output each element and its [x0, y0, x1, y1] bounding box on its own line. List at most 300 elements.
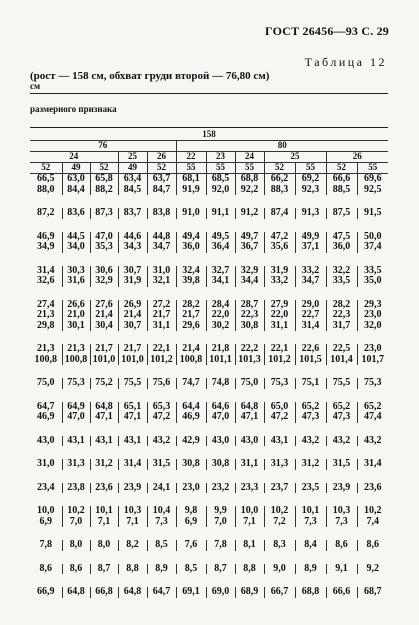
table-row	[30, 310, 388, 321]
table-row	[30, 412, 388, 423]
subgroup-head: 76	[30, 141, 176, 152]
table-cell: 29,3	[357, 300, 388, 311]
table-row	[30, 321, 388, 332]
subhead-cell: 24	[235, 152, 264, 163]
table-cell: 7,3	[326, 517, 357, 528]
spacer-cell	[30, 446, 388, 459]
table-cell: 68,8	[295, 587, 326, 598]
table-cell: 100,8	[176, 355, 206, 366]
table-cell: 8,0	[62, 540, 90, 551]
table-cell: 92,0	[206, 185, 235, 196]
table-cell: 8,4	[295, 540, 326, 551]
table-cell: 64,8	[90, 402, 118, 413]
table-cell: 64,8	[235, 402, 264, 413]
table-cell: 23,4	[37, 482, 55, 493]
table-cell: 88,0	[37, 184, 55, 195]
table-cell: 23,6	[90, 483, 118, 494]
table-cell: 65,2	[295, 402, 326, 413]
table-cell: 69,2	[295, 174, 326, 185]
table-cell: 47,3	[295, 412, 326, 423]
column-head: 49	[62, 163, 90, 174]
subgroup-head: 80	[176, 141, 388, 152]
table-cell: 30,7	[118, 266, 147, 277]
table-cell: 30,3	[62, 266, 90, 277]
table-cell: 84,5	[118, 185, 147, 196]
top-rule	[30, 93, 388, 94]
table-cell: 30,8	[235, 321, 264, 332]
table-cell: 31,0	[37, 459, 55, 469]
table-cell: 91,5	[357, 208, 388, 219]
table-cell: 21,0	[62, 310, 90, 321]
table-cell: 47,1	[90, 412, 118, 423]
table-cell: 101,0	[90, 355, 118, 366]
table-cell: 7,3	[147, 517, 176, 528]
table-row	[30, 242, 388, 253]
table-cell: 8,8	[118, 564, 147, 575]
table-cell: 63,7	[147, 174, 176, 185]
table-row	[30, 300, 388, 311]
table-cell: 65,2	[357, 402, 388, 413]
table-cell: 64,7	[147, 587, 176, 598]
table-cell: 87,5	[326, 208, 357, 219]
table-cell: 101,5	[295, 355, 326, 366]
table-cell: 65,8	[90, 174, 118, 185]
table-cell: 84,4	[62, 185, 90, 196]
table-row	[30, 564, 388, 575]
table-cell: 22,5	[326, 344, 357, 355]
table-cell: 30,2	[206, 321, 235, 332]
table-cell: 65,1	[118, 402, 147, 413]
table-cell: 29,0	[295, 300, 326, 311]
table-cell: 88,2	[90, 185, 118, 196]
table-cell: 30,8	[176, 459, 206, 470]
table-cell: 68,1	[176, 174, 206, 185]
table-cell: 68,5	[206, 174, 235, 185]
table-cell: 21,4	[90, 310, 118, 321]
table-cell: 31,3	[264, 459, 295, 470]
table-cell: 9,1	[326, 564, 357, 575]
table-cell: 87,4	[264, 208, 295, 219]
table-cell: 100,8	[62, 355, 90, 366]
spacer-row	[30, 446, 388, 459]
table-cell: 29,6	[176, 321, 206, 332]
table-cell: 21,7	[176, 310, 206, 321]
table-cell: 31,1	[147, 321, 176, 332]
table-cell: 32,0	[357, 321, 388, 332]
table-cell: 63,0	[62, 174, 90, 185]
table-cell: 101,2	[264, 355, 295, 366]
unit-label: см	[30, 81, 41, 91]
table-cell: 36,0	[326, 242, 357, 253]
table-cell: 7,0	[206, 517, 235, 528]
table-cell: 7,1	[90, 517, 118, 528]
table-cell: 69,6	[357, 174, 388, 185]
table-cell: 23,8	[62, 483, 90, 494]
table-cell: 8,9	[147, 564, 176, 575]
table-cell: 83,7	[118, 208, 147, 219]
table-cell: 8,6	[357, 540, 388, 551]
table-cell: 30,4	[90, 321, 118, 332]
table-cell: 75,5	[326, 378, 357, 389]
table-cell: 68,9	[235, 587, 264, 598]
table-cell: 64,7	[37, 401, 55, 412]
subhead-cell: 24	[30, 152, 118, 163]
table-cell: 43,1	[62, 436, 90, 447]
spacer-cell	[30, 365, 388, 378]
table-cell: 10,1	[295, 506, 326, 517]
table-row	[30, 266, 388, 277]
column-head: 55	[357, 163, 388, 174]
table-cell: 75,6	[147, 378, 176, 389]
table-cell: 88,5	[326, 185, 357, 196]
table-cell: 8,5	[147, 540, 176, 551]
table-cell: 101,1	[206, 355, 235, 366]
table-cell: 10,2	[264, 506, 295, 517]
table-cell: 39,8	[176, 276, 206, 287]
spacer-cell	[30, 287, 388, 300]
table-body	[30, 174, 388, 598]
table-cell: 91,9	[176, 185, 206, 196]
table-cell: 66,9	[37, 587, 55, 597]
table-cell: 43,2	[357, 436, 388, 447]
table-cell: 7,8	[39, 540, 52, 550]
table-cell: 23,6	[357, 483, 388, 494]
table-cell: 34,3	[118, 242, 147, 253]
table-cell: 32,9	[90, 276, 118, 287]
table-row	[30, 185, 388, 196]
table-cell: 10,3	[118, 506, 147, 517]
group-header-row	[30, 130, 388, 141]
table-row	[30, 587, 388, 598]
spacer-row	[30, 219, 388, 232]
table-cell: 22,6	[295, 344, 326, 355]
table-cell: 22,3	[235, 310, 264, 321]
table-cell: 8,6	[39, 563, 52, 574]
spacer-cell	[30, 423, 388, 436]
table-cell: 22,1	[264, 344, 295, 355]
table-cell: 66,6	[326, 587, 357, 598]
table-cell: 47,0	[62, 412, 90, 423]
column-head: 52	[30, 163, 62, 174]
spacer-cell	[30, 574, 388, 587]
spacer-cell	[30, 551, 388, 564]
table-cell: 6,9	[176, 517, 206, 528]
table-cell: 87,2	[37, 208, 55, 218]
table-cell: 9,8	[176, 506, 206, 517]
spacer-row	[30, 551, 388, 564]
spacer-cell	[30, 389, 388, 402]
table-cell: 10,0	[37, 506, 55, 516]
table-cell: 28,4	[206, 300, 235, 311]
table-cell: 50,0	[357, 232, 388, 243]
table-cell: 31,1	[264, 321, 295, 332]
table-cell: 32,7	[206, 266, 235, 277]
table-cell: 31,2	[295, 459, 326, 470]
table-cell: 101,3	[235, 355, 264, 366]
column-head: 49	[118, 163, 147, 174]
table-cell: 75,0	[235, 378, 264, 389]
table-row	[30, 232, 388, 243]
table-cell: 34,4	[235, 276, 264, 287]
table-row	[30, 208, 388, 219]
header-rule	[30, 127, 388, 128]
table-cell: 47,1	[235, 412, 264, 423]
column-head: 52	[147, 163, 176, 174]
subhead-cell: 25	[118, 152, 147, 163]
table-cell: 65,2	[326, 402, 357, 413]
data-table	[30, 130, 388, 598]
table-cell: 37,4	[357, 242, 388, 253]
table-cell: 31,4	[37, 265, 55, 276]
table-cell: 68,8	[235, 174, 264, 185]
table-cell: 30,7	[118, 321, 147, 332]
subhead-cell: 22	[176, 152, 206, 163]
table-cell: 83,6	[62, 208, 90, 219]
table-cell: 65,3	[147, 402, 176, 413]
group-head: 158	[30, 130, 388, 141]
table-cell: 23,7	[264, 483, 295, 494]
table-cell: 43,1	[90, 436, 118, 447]
table-cell: 22,7	[295, 310, 326, 321]
table-cell: 10,1	[90, 506, 118, 517]
table-cell: 8,6	[62, 564, 90, 575]
table-cell: 9,9	[206, 506, 235, 517]
table-cell: 75,1	[295, 378, 326, 389]
table-cell: 74,7	[176, 378, 206, 389]
table-row	[30, 506, 388, 517]
table-cell: 10,2	[62, 506, 90, 517]
table-cell: 47,0	[206, 412, 235, 423]
spacer-cell	[30, 527, 388, 540]
table-cell: 47,3	[326, 412, 357, 423]
table-cell: 87,3	[90, 208, 118, 219]
table-cell: 35,6	[264, 242, 295, 253]
table-cell: 23,9	[118, 483, 147, 494]
subhead-cell: 26	[147, 152, 176, 163]
table-cell: 21,3	[62, 344, 90, 355]
table-cell: 7,4	[357, 517, 388, 528]
table-cell: 49,7	[235, 232, 264, 243]
table-cell: 43,0	[235, 436, 264, 447]
table-cell: 31,4	[295, 321, 326, 332]
spacer-row	[30, 527, 388, 540]
table-cell: 29,8	[37, 320, 55, 331]
table-cell: 66,7	[264, 587, 295, 598]
table-cell: 32,1	[147, 276, 176, 287]
table-cell: 21,7	[147, 310, 176, 321]
table-cell: 7,1	[235, 517, 264, 528]
table-cell: 65,0	[264, 402, 295, 413]
table-cell: 101,0	[118, 355, 147, 366]
table-cell: 23,9	[326, 483, 357, 494]
table-cell: 31,4	[357, 459, 388, 470]
table-cell: 92,2	[235, 185, 264, 196]
table-cell: 24,1	[147, 483, 176, 494]
column-head: 52	[90, 163, 118, 174]
table-row	[30, 459, 388, 470]
table-cell: 31,4	[118, 459, 147, 470]
subgroup-header-row	[30, 141, 388, 152]
table-cell: 8,0	[90, 540, 118, 551]
table-cell: 31,5	[147, 459, 176, 470]
table-cell: 22,2	[235, 344, 264, 355]
table-cell: 43,2	[147, 436, 176, 447]
table-cell: 23,5	[295, 483, 326, 494]
table-cell: 35,0	[357, 276, 388, 287]
table-cell: 66,6	[326, 174, 357, 185]
table-cell: 7,1	[118, 517, 147, 528]
table-cell: 9,2	[357, 564, 388, 575]
table-cell: 92,5	[357, 185, 388, 196]
table-cell: 10,0	[235, 506, 264, 517]
column-head: 52	[326, 163, 357, 174]
table-cell: 75,0	[37, 378, 55, 388]
spacer-row	[30, 253, 388, 266]
table-cell: 21,7	[90, 344, 118, 355]
table-cell: 22,3	[326, 310, 357, 321]
table-cell: 47,2	[147, 412, 176, 423]
table-row	[30, 540, 388, 551]
table-cell: 32,6	[37, 276, 55, 286]
table-cell: 21,4	[118, 310, 147, 321]
table-cell: 36,7	[235, 242, 264, 253]
table-cell: 34,9	[37, 242, 55, 252]
table-cell: 36,4	[206, 242, 235, 253]
table-cell: 7,8	[206, 540, 235, 551]
table-row	[30, 517, 388, 528]
table-cell: 84,7	[147, 185, 176, 196]
table-cell: 8,7	[90, 564, 118, 575]
table-cell: 34,0	[62, 242, 90, 253]
table-cell: 101,2	[147, 355, 176, 366]
spacer-row	[30, 423, 388, 436]
table-cell: 23,3	[235, 483, 264, 494]
table-cell: 47,0	[90, 232, 118, 243]
table-cell: 66,8	[90, 587, 118, 598]
table-cell: 27,2	[147, 300, 176, 311]
table-cell: 44,6	[118, 232, 147, 243]
table-cell: 31,9	[264, 266, 295, 277]
table-cell: 75,5	[118, 378, 147, 389]
column-head: 55	[206, 163, 235, 174]
table-cell: 21,7	[118, 344, 147, 355]
table-cell: 101,4	[326, 355, 357, 366]
table-cell: 8,5	[176, 564, 206, 575]
table-cell: 28,2	[176, 300, 206, 311]
table-cell: 88,3	[264, 185, 295, 196]
table-cell: 47,2	[264, 412, 295, 423]
table-caption: (рост — 158 см, обхват груди второй — 76,80 см)	[30, 70, 270, 82]
table-cell: 44,5	[62, 232, 90, 243]
table-row	[30, 402, 388, 413]
table-cell: 32,4	[176, 266, 206, 277]
table-row	[30, 276, 388, 287]
table-cell: 8,9	[295, 564, 326, 575]
table-cell: 46,9	[37, 231, 55, 242]
subhead-cell: 25	[264, 152, 326, 163]
spacer-row	[30, 389, 388, 402]
table-cell: 74,8	[206, 378, 235, 389]
table-cell: 47,4	[357, 412, 388, 423]
table-cell: 37,1	[295, 242, 326, 253]
table-cell: 92,3	[295, 185, 326, 196]
table-cell: 43,2	[295, 436, 326, 447]
spacer-row	[30, 493, 388, 506]
table-cell: 43,1	[264, 436, 295, 447]
table-cell: 91,1	[206, 208, 235, 219]
spacer-row	[30, 574, 388, 587]
table-cell: 31,6	[62, 276, 90, 287]
table-cell: 30,8	[206, 459, 235, 470]
table-cell: 23,0	[357, 344, 388, 355]
table-cell: 49,4	[176, 232, 206, 243]
table-cell: 69,1	[176, 587, 206, 598]
spacer-row	[30, 365, 388, 378]
table-cell: 33,5	[326, 276, 357, 287]
table-cell: 27,4	[37, 299, 55, 310]
table-cell: 83,8	[147, 208, 176, 219]
table-cell: 10,4	[147, 506, 176, 517]
table-cell: 64,9	[62, 402, 90, 413]
spacer-row	[30, 331, 388, 344]
table-cell: 36,0	[176, 242, 206, 253]
table-cell: 22,0	[264, 310, 295, 321]
table-cell: 31,2	[90, 459, 118, 470]
spacer-row	[30, 195, 388, 208]
table-cell: 30,1	[62, 321, 90, 332]
table-cell: 63,4	[118, 174, 147, 185]
spacer-row	[30, 470, 388, 483]
table-cell: 69,0	[206, 587, 235, 598]
table-cell: 66,2	[264, 174, 295, 185]
table-cell: 10,3	[326, 506, 357, 517]
table-cell: 75,3	[264, 378, 295, 389]
table-cell: 75,2	[90, 378, 118, 389]
table-cell: 64,4	[176, 402, 206, 413]
table-label: Таблица 12	[304, 55, 387, 69]
table-cell: 31,7	[326, 321, 357, 332]
page-header: ГОСТ 26456—93 С. 29	[265, 24, 389, 38]
table-cell: 31,1	[235, 459, 264, 470]
table-cell: 21,4	[176, 344, 206, 355]
table-cell: 68,7	[357, 587, 388, 598]
table-row	[30, 174, 388, 185]
table-row	[30, 355, 388, 366]
table-cell: 26,9	[118, 300, 147, 311]
table-cell: 31,9	[118, 276, 147, 287]
table-cell: 23,2	[206, 483, 235, 494]
table-cell: 42,9	[176, 436, 206, 447]
table-cell: 75,3	[357, 378, 388, 389]
table-cell: 64,6	[206, 402, 235, 413]
spacer-cell	[30, 219, 388, 232]
table-cell: 43,1	[118, 436, 147, 447]
table-cell: 43,0	[37, 435, 55, 446]
table-cell: 49,5	[206, 232, 235, 243]
table-cell: 8,3	[264, 540, 295, 551]
table-cell: 91,2	[235, 208, 264, 219]
spacer-cell	[30, 195, 388, 208]
table-cell: 21,3	[37, 310, 55, 320]
table-cell: 32,9	[235, 266, 264, 277]
table-cell: 28,7	[235, 300, 264, 311]
table-row	[30, 436, 388, 447]
table-cell: 46,9	[37, 412, 55, 422]
spacer-cell	[30, 493, 388, 506]
table-cell: 7,3	[295, 517, 326, 528]
table-cell: 44,8	[147, 232, 176, 243]
table-cell: 32,2	[326, 266, 357, 277]
